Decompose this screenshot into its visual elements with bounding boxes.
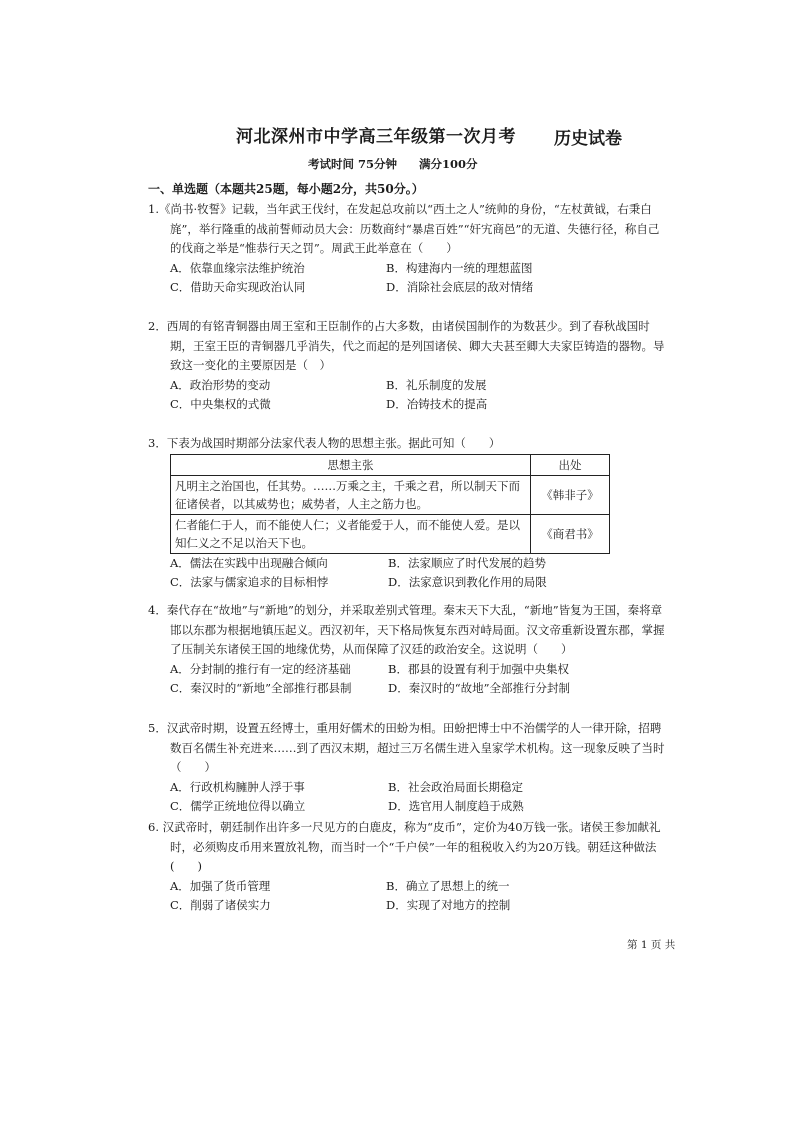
- option-d: D．秦汉时的“故地”全部推行分封制: [388, 680, 570, 695]
- option-d: D．实现了对地方的控制: [386, 897, 511, 912]
- option-a: A．加强了货币管理: [170, 878, 271, 893]
- option-b: B．确立了思想上的统一: [386, 878, 510, 893]
- table-cell: 仁者能仁于人，而不能使人仁；义者能爱于人，而不能使人爱。是以知仁义之不足以治天下也。: [171, 514, 531, 553]
- page-number: 第 1 页 共: [627, 939, 676, 951]
- table-row: [171, 514, 610, 553]
- table-cell: 凡明主之治国也，任其势。……万乘之主，千乘之君，所以制天下而征诸侯者，以其威势也；威势者，人主之筋力也。: [171, 475, 531, 514]
- option-a: A．政治形势的变动: [170, 377, 271, 392]
- options-row: [148, 554, 668, 573]
- option-d: D．选官用人制度趋于成熟: [388, 798, 524, 813]
- thought-table: [170, 454, 610, 554]
- options-row: [148, 797, 668, 816]
- table-row: [171, 475, 610, 514]
- table-header: 出处: [531, 454, 610, 475]
- section-title: 一、单选题（本题共25题，每小题2分，共50分。）: [148, 182, 424, 196]
- option-c: C．秦汉时的“新地”全部推行郡县制: [170, 680, 352, 695]
- option-a: A．分封制的推行有一定的经济基础: [170, 661, 351, 676]
- option-c: C．削弱了诸侯实力: [170, 897, 271, 912]
- option-c: C．法家与儒家追求的目标相悖: [170, 574, 329, 589]
- options-row: [148, 778, 668, 797]
- option-a: A．依靠血缘宗法维护统治: [170, 260, 305, 275]
- exam-subject: 历史试卷: [554, 129, 622, 149]
- question-2: [148, 317, 668, 414]
- options-row: [148, 259, 668, 278]
- question-3: [148, 434, 668, 592]
- option-b: B．礼乐制度的发展: [386, 377, 487, 392]
- option-c: C．中央集权的式微: [170, 396, 271, 411]
- question-stem: 1.《尚书·牧誓》记载，当年武王伐纣，在发起总攻前以“西土之人”统帅的身份，“左杖黄钺，右秉白旄”，举行隆重的战前誓师动员大会：历数商纣“暴虐百姓”“奸宄商邑”的无道、失德行径，称自己的伐商之举是“惟恭行天之罚”。周武王此举意在（ ）: [148, 202, 660, 255]
- option-a: A．儒法在实践中出现融合倾向: [170, 555, 328, 570]
- options-row: [148, 679, 668, 698]
- table-cell: 《韩非子》: [531, 475, 610, 514]
- option-c: C．借助天命实现政治认同: [170, 279, 306, 294]
- table-header-row: [171, 454, 610, 475]
- options-row: [148, 573, 668, 592]
- option-d: D．冶铸技术的提高: [386, 396, 488, 411]
- option-d: D．法家意识到教化作用的局限: [388, 574, 547, 589]
- table-header: 思想主张: [171, 454, 531, 475]
- question-6: [148, 818, 668, 915]
- question-1: [148, 200, 668, 297]
- option-b: B．法家顺应了时代发展的趋势: [388, 555, 546, 570]
- option-b: B．社会政治局面长期稳定: [388, 779, 523, 794]
- question-stem: 6. 汉武帝时，朝廷制作出许多一尺见方的白鹿皮，称为“皮币”，定价为40万钱一张。诸侯王参加献礼时，必须购皮币用来置放礼物，而当时一个“千户侯”一年的租税收入约为20万钱。朝廷这种做法( ): [148, 820, 661, 873]
- table-cell: 《商君书》: [531, 514, 610, 553]
- question-stem: 3．下表为战国时期部分法家代表人物的思想主张。据此可知（ ）: [148, 436, 501, 450]
- options-row: [148, 278, 668, 297]
- question-4: [148, 601, 668, 698]
- option-b: B．构建海内一统的理想蓝图: [386, 260, 533, 275]
- question-stem: 2．西周的有铭青铜器由周王室和王臣制作的占大多数，由诸侯国制作的为数甚少。到了春秋战国时期，王室王臣的青铜器几乎消失，代之而起的是列国诸侯、卿大夫甚至卿大夫家臣铸造的器物。导致这一变化的主要原因是（ ）: [148, 319, 665, 372]
- question-5: [148, 719, 668, 816]
- option-a: A．行政机构臃肿人浮于事: [170, 779, 305, 794]
- exam-info: [308, 156, 496, 172]
- options-row: [148, 877, 668, 896]
- options-row: [148, 376, 668, 395]
- options-row: [148, 896, 668, 915]
- exam-score: 满分100分: [419, 157, 478, 171]
- exam-header: [236, 122, 656, 149]
- exam-title: 河北深州市中学高三年级第一次月考: [236, 127, 516, 147]
- option-d: D．消除社会底层的敌对情绪: [386, 279, 534, 294]
- options-row: [148, 660, 668, 679]
- question-stem: 4．秦代存在“故地”与“新地”的划分，并采取差别式管理。秦末天下大乱，“新地”皆复为王国，秦将章邯以东郡为根据地镇压起义。西汉初年，天下格局恢复东西对峙局面。汉文帝重新设置东郡，掌握了压制关东诸侯王国的地缘优势，从而保障了汉廷的政治安全。这说明（ ）: [148, 603, 665, 656]
- exam-time: 考试时间 75分钟: [308, 157, 398, 171]
- question-stem: 5．汉武帝时期，设置五经博士，重用好儒术的田蚡为相。田蚡把博士中不治儒学的人一律开除，招聘数百名儒生补充进来……到了西汉末期，超过三万名儒生进入皇家学术机构。这一现象反映了当时（ ）: [148, 721, 665, 774]
- option-c: C．儒学正统地位得以确立: [170, 798, 306, 813]
- options-row: [148, 395, 668, 414]
- option-b: B．郡县的设置有利于加强中央集权: [388, 661, 569, 676]
